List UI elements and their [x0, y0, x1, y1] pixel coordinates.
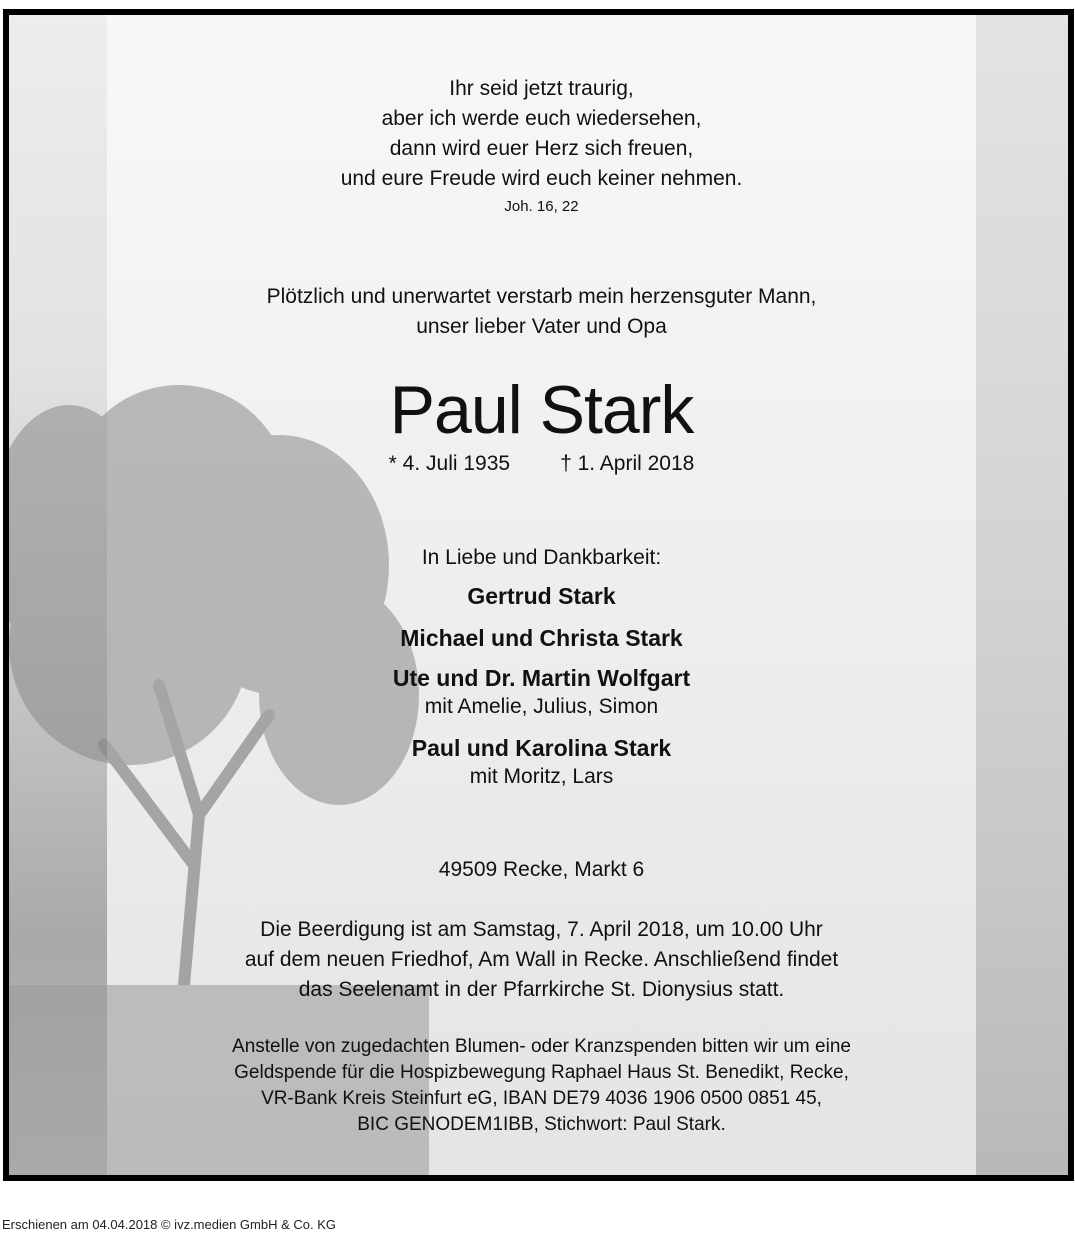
donation-line: BIC GENODEM1IBB, Stichwort: Paul Stark.	[357, 1114, 726, 1135]
intro-line: unser lieber Vater und Opa	[416, 315, 667, 338]
mourner-note: mit Moritz, Lars	[469, 765, 614, 788]
mourner-name: Ute und Dr. Martin Wolfgart	[392, 665, 691, 691]
background-photo-right	[976, 15, 1068, 1175]
donation-line: Geldspende für die Hospizbewegung Raphael Haus St. Benedikt, Recke,	[234, 1062, 849, 1083]
life-dates	[107, 452, 976, 476]
verse-line: und eure Freude wird euch keiner nehmen.	[340, 167, 743, 190]
mourner-name: Gertrud Stark	[467, 583, 616, 609]
mourner-name: Michael und Christa Stark	[400, 625, 683, 651]
verse-line: aber ich werde euch wiedersehen,	[381, 107, 702, 130]
bible-verse	[107, 74, 976, 194]
family-address: 49509 Recke, Markt 6	[438, 858, 645, 881]
funeral-line: das Seelenamt in der Pfarrkirche St. Dionysius statt.	[298, 978, 785, 1001]
intro-line: Plötzlich und unerwartet verstarb mein herzensguter Mann,	[266, 285, 817, 308]
verse-line: dann wird euer Herz sich freuen,	[389, 137, 694, 160]
mourners-section	[107, 543, 976, 791]
donation-request	[107, 1034, 976, 1138]
verse-line: Ihr seid jetzt traurig,	[449, 77, 634, 100]
funeral-details	[107, 915, 976, 1005]
death-date: † 1. April 2018	[560, 452, 695, 475]
publication-footer: Erschienen am 04.04.2018 © ivz.medien GmbH & Co. KG	[2, 1217, 337, 1232]
funeral-line: auf dem neuen Friedhof, Am Wall in Recke. Anschließend findet	[244, 948, 839, 971]
intro-text	[107, 282, 976, 342]
mourner-name: Paul und Karolina Stark	[411, 735, 672, 761]
birth-date: * 4. Juli 1935	[388, 452, 511, 475]
mourner-note: mit Amelie, Julius, Simon	[424, 695, 659, 718]
donation-line: Anstelle von zugedachten Blumen- oder Kranzspenden bitten wir um eine	[232, 1036, 851, 1057]
donation-line: VR-Bank Kreis Steinfurt eG, IBAN DE79 4036 1906 0500 0851 45,	[261, 1088, 822, 1109]
mourners-heading: In Liebe und Dankbarkeit:	[421, 546, 662, 569]
verse-reference: Joh. 16, 22	[504, 198, 579, 215]
obituary-frame	[3, 9, 1074, 1181]
funeral-line: Die Beerdigung ist am Samstag, 7. April 2018, um 10.00 Uhr	[260, 918, 823, 941]
deceased-name: Paul Stark	[389, 372, 694, 448]
